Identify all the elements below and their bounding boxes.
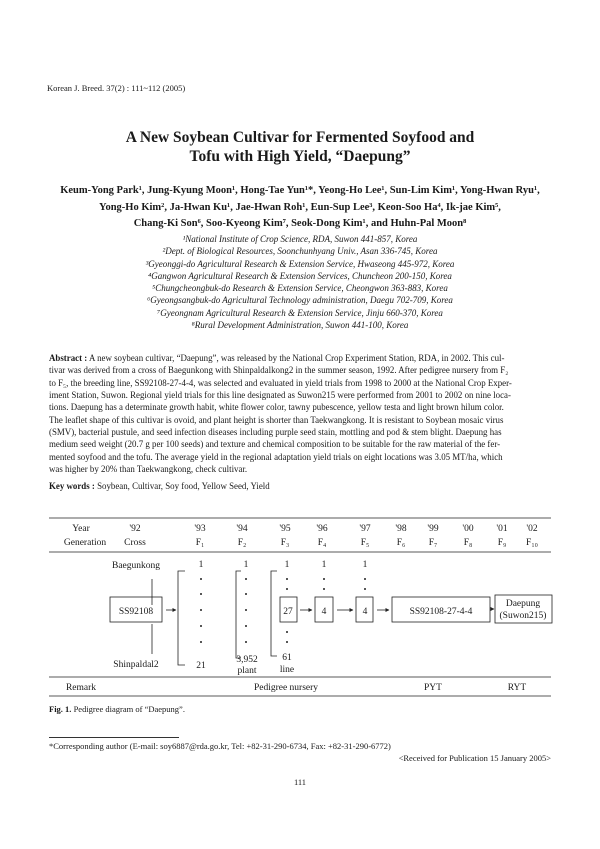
generation-f7: F₇ bbox=[428, 538, 438, 548]
generation-f4: F₄ bbox=[317, 538, 327, 548]
f4-top-count: 1 bbox=[321, 560, 327, 570]
f2-bottom-count: 3,952 bbox=[236, 655, 258, 665]
keywords-text: Soybean, Cultivar, Soy food, Yellow Seed, Yield bbox=[97, 481, 270, 491]
abstract-label: Abstract : bbox=[49, 353, 88, 363]
f2-bottom-unit: plant bbox=[237, 666, 257, 676]
f3-selected-count: 27 bbox=[283, 607, 293, 617]
year-label: Year bbox=[72, 524, 90, 534]
f3-bracket bbox=[271, 571, 277, 656]
corresponding-author-note: *Corresponding author (E-mail: soy6887@rda.go.kr, Tel: +82-31-290-6734, Fax: +82-31-290-6772) bbox=[49, 741, 391, 751]
abstract-line: iment Station, Suwon. Regional yield trials for this line designated as Suwon215 were performed from 2001 to 2002 on nine loca- bbox=[49, 390, 511, 401]
parent-female: Baegunkong bbox=[111, 561, 161, 571]
year-94: '94 bbox=[236, 524, 248, 534]
cultivar-code: (Suwon215) bbox=[499, 611, 547, 621]
abstract-line: tions. Daepung has a determinate growth habit, white flower color, tawny pubescence, yellow testa and light brown hilum color. bbox=[49, 402, 504, 413]
generation-f2: F₂ bbox=[237, 538, 247, 548]
remark-pyt: PYT bbox=[424, 683, 442, 693]
title-line-2: Tofu with High Yield, “Daepung” bbox=[189, 148, 411, 165]
keywords bbox=[49, 481, 270, 491]
year-01: '01 bbox=[496, 524, 508, 534]
year-92: '92 bbox=[129, 524, 141, 534]
article-title bbox=[0, 128, 600, 166]
affiliation: ⁴Gangwon Agricultural Research & Extension Services, Chuncheon 200-150, Korea bbox=[148, 270, 452, 281]
f2-bracket bbox=[236, 571, 241, 658]
remark-ryt: RYT bbox=[507, 683, 527, 693]
abstract bbox=[49, 352, 551, 475]
year-99: '99 bbox=[427, 524, 439, 534]
author-line-3: Chang-Ki Son⁶, Soo-Kyeong Kim⁷, Seok-Dong Kim¹, and Huhn-Pal Moon⁸ bbox=[133, 218, 467, 229]
generation-cross: Cross bbox=[124, 538, 146, 548]
generation-f8: F₈ bbox=[463, 538, 473, 548]
author-line-2: Yong-Ho Kim², Ja-Hwan Ku¹, Jae-Hwan Roh¹, Eun-Sup Lee³, Keon-Soo Ha⁴, Ik-jae Kim⁵, bbox=[99, 201, 501, 213]
affiliation: ²Dept. of Biological Resources, Soonchunhyang Univ., Asan 336-745, Korea bbox=[162, 246, 438, 257]
cross-line-label: SS92108 bbox=[118, 607, 154, 617]
f5-top-count: 1 bbox=[362, 560, 368, 570]
received-date: <Received for Publication 15 January 2005> bbox=[398, 753, 551, 763]
affiliation: ⁷Gyeongnam Agricultural Research & Extension Service, Jinju 660-370, Korea bbox=[157, 307, 443, 318]
remark-label: Remark bbox=[65, 683, 97, 693]
year-93: '93 bbox=[194, 524, 206, 534]
f3-top-count: 1 bbox=[284, 560, 290, 570]
abstract-line: was higher by 20% than Taekwangkong, check cultivar. bbox=[49, 464, 248, 475]
abstract-line: mented soyfood and the tofu. The average yield in the regional adaptation yield trials on eight locations was 3.05 MT/ha, which bbox=[49, 451, 503, 462]
abstract-line: The leaflet shape of this cultivar is ovoid, and plant height is shorter than Taekwangkong. It is resistant to Soybean mosaic virus bbox=[49, 414, 504, 425]
abstract-text: A new soybean cultivar, “Daepung”, was released by the National Crop Experiment Station, RDA, in 2002. This cul- bbox=[88, 353, 505, 363]
generation-f6: F₆ bbox=[396, 538, 406, 548]
abstract-line: to F₅, the breeding line, SS92108-27-4-4, was selected and evaluated in yield trials from 1998 to 2000 at the National Crop Exper- bbox=[49, 377, 512, 388]
abstract-line: (SMV), bacterial pustule, and seed infection diseases including purple seed stain, mottling and pod & stem blight. Daepung has bbox=[49, 427, 502, 438]
journal-reference: Korean J. Breed. 37(2) : 111~112 (2005) bbox=[47, 83, 186, 93]
page-number: 111 bbox=[293, 777, 307, 787]
f4-selected-count: 4 bbox=[321, 607, 327, 617]
affiliation: ⁵Chungcheongbuk-do Research & Extension Service, Cheongwon 363-883, Korea bbox=[152, 283, 448, 294]
generation-f3: F₃ bbox=[280, 538, 290, 548]
remark-pedigree: Pedigree nursery bbox=[253, 683, 319, 693]
cultivar-name: Daepung bbox=[505, 599, 541, 609]
year-98: '98 bbox=[395, 524, 407, 534]
generation-f10: F₁₀ bbox=[526, 538, 538, 548]
year-95: '95 bbox=[279, 524, 291, 534]
generation-f5: F₅ bbox=[360, 538, 370, 548]
f5-selected-count: 4 bbox=[362, 607, 368, 617]
pedigree-diagram bbox=[47, 514, 553, 700]
author-line-1: Keum-Yong Park¹, Jung-Kyung Moon¹, Hong-Tae Yun¹*, Yeong-Ho Lee¹, Sun-Lim Kim¹, Yong-Hwan Ryu¹, bbox=[60, 185, 540, 196]
f3-bottom-count: 61 bbox=[282, 653, 292, 663]
parent-male: Shinpaldal2 bbox=[113, 660, 159, 670]
affiliation: ⁸Rural Development Administration, Suwon 441-100, Korea bbox=[191, 320, 409, 331]
year-96: '96 bbox=[316, 524, 328, 534]
author-list bbox=[40, 183, 560, 233]
keywords-label: Key words : bbox=[49, 481, 95, 491]
year-00: '00 bbox=[462, 524, 474, 534]
footnote-rule bbox=[49, 737, 179, 738]
breeding-line-label: SS92108-27-4-4 bbox=[409, 607, 473, 617]
figure-caption-text: Pedigree diagram of “Daepung”. bbox=[73, 704, 185, 714]
abstract-line bbox=[49, 352, 551, 364]
figure-caption-label: Fig. 1. bbox=[49, 704, 72, 714]
affiliation-list bbox=[60, 233, 540, 331]
generation-f9: F₉ bbox=[497, 538, 507, 548]
affiliation: ³Gyeonggi-do Agricultural Research & Extension Service, Hwaseong 445-972, Korea bbox=[145, 258, 455, 269]
f2-top-count: 1 bbox=[243, 560, 249, 570]
figure-caption bbox=[49, 704, 185, 714]
abstract-line: tivar was derived from a cross of Baegunkong with Shinpaldalkong2 in the summer season, 1992. After pedigree nursery from F₂ bbox=[49, 365, 509, 376]
f1-top-count: 1 bbox=[198, 560, 204, 570]
f1-bottom-count: 21 bbox=[196, 661, 206, 671]
f1-bracket bbox=[178, 571, 185, 665]
affiliation: ⁶Gyeongsangbuk-do Agricultural Technology administration, Daegu 702-709, Korea bbox=[147, 295, 453, 306]
year-02: '02 bbox=[526, 524, 538, 534]
affiliation: ¹National Institute of Crop Science, RDA, Suwon 441-857, Korea bbox=[182, 234, 418, 244]
generation-f1: F₁ bbox=[195, 538, 205, 548]
abstract-line: medium seed weight (20.7 g per 100 seeds) and texture and chemical composition to be suitable for the raw material of the fer- bbox=[49, 439, 501, 450]
year-97: '97 bbox=[359, 524, 371, 534]
title-line-1: A New Soybean Cultivar for Fermented Soyfood and bbox=[125, 129, 475, 146]
f3-bottom-unit: line bbox=[279, 665, 295, 675]
generation-label: Generation bbox=[63, 538, 107, 548]
